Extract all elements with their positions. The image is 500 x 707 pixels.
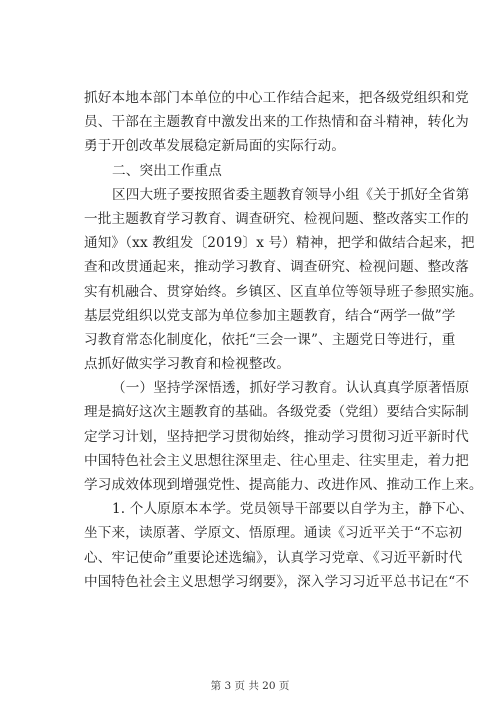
numbered-item-line: 1. 个人原原本本学。党员领导干部要以自学为主，静下心、 <box>112 501 474 518</box>
paragraph-line: 点抓好做实学习教育和检视整改。 <box>84 356 291 373</box>
paragraph-line: 习教育常态化制度化，依托“三会一课”、主题党日等进行，重 <box>84 331 456 348</box>
paragraph-line: 基层党组织以党支部为单位参加主题教育，结合“两学一做”学 <box>84 307 456 324</box>
page-number-footer: 第 3 页 共 20 页 <box>210 680 290 692</box>
paragraph-line: 通知》（xx 教组发〔2019〕x 号）精神，把学和做结合起来，把 <box>84 235 475 252</box>
paragraph-line: 中国特色社会主义思想学习纲要》，深入学习习近平总书记在“不 <box>84 573 470 590</box>
paragraph-line: 学习成效体现到增强党性、提高能力、改进作风、推动工作上来。 <box>84 477 483 493</box>
paragraph-line: 定学习计划，坚持把学习贯彻始终，推动学习贯彻习近平新时代 <box>84 428 469 445</box>
paragraph-line: 勇于开创改革发展稳定新局面的实际行动。 <box>84 138 346 155</box>
paragraph-line: 一批主题教育学习教育、调查研究、检视问题、整改落实工作的 <box>84 210 469 227</box>
paragraph-line: 实有机融合、贯穿始终。乡镇区、区直单位等领导班子参照实施。 <box>84 283 483 300</box>
paragraph-line: 心、牢记使命”重要论述选编》，认真学习党章、《习近平新时代 <box>84 549 463 566</box>
paragraph-line: 员、干部在主题教育中激发出来的工作热情和奋斗精神，转化为 <box>84 114 469 131</box>
subsection-heading-line: （一）坚持学深悟透，抓好学习教育。认认真真学原著悟原 <box>112 380 470 397</box>
paragraph-line: 查和改贯通起来，推动学习教育、调查研究、检视问题、整改落 <box>84 259 469 276</box>
document-body <box>84 86 483 594</box>
paragraph-line: 抓好本地本部门本单位的中心工作结合起来，把各级党组织和党 <box>84 90 469 106</box>
paragraph-line: 中国特色社会主义思想往深里走、往心里走、往实里走，着力把 <box>84 452 469 469</box>
section-heading: 二、突出工作重点 <box>112 162 222 179</box>
paragraph-line: 坐下来，读原著、学原文、悟原理。通读《习近平关于“不忘初 <box>84 525 463 542</box>
paragraph-line: 区四大班子要按照省委主题教育领导小组《关于抓好全省第 <box>112 186 470 203</box>
paragraph-line: 理是搞好这次主题教育的基础。各级党委（党组）要结合实际制 <box>84 404 469 421</box>
